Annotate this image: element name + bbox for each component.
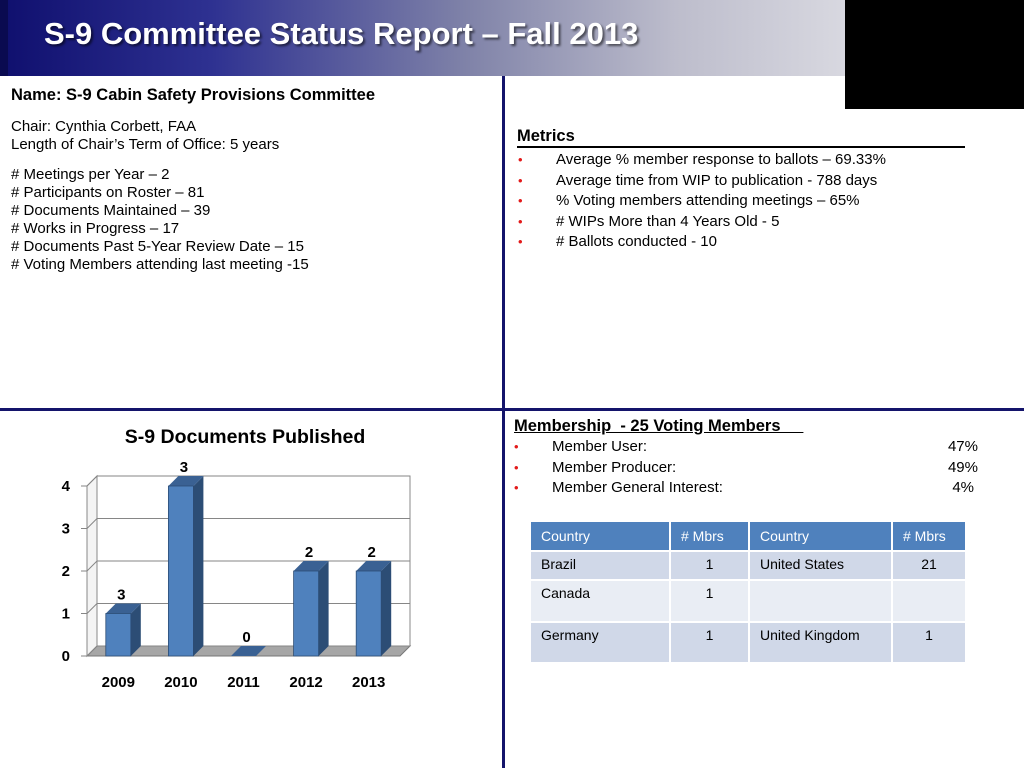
membership-label: Member General Interest: xyxy=(552,479,723,496)
membership-percent: 47% xyxy=(947,438,978,455)
bullet-icon: • xyxy=(514,459,519,475)
metric-item xyxy=(517,191,977,212)
logo-placeholder xyxy=(845,0,1024,109)
bullet-icon: • xyxy=(514,439,519,454)
metric-item xyxy=(517,171,977,192)
metrics-list xyxy=(517,150,977,253)
metric-text: # WIPs More than 4 Years Old - 5 xyxy=(556,212,780,230)
chart-canvas xyxy=(0,411,500,768)
chart-bar xyxy=(294,571,319,656)
table-cell: Brazil xyxy=(530,551,670,580)
page-title: S-9 Committee Status Report – Fall 2013 xyxy=(44,16,639,51)
table-cell xyxy=(749,580,892,622)
column-header: # Mbrs xyxy=(892,521,966,551)
chart-y-tick-label: 3 xyxy=(61,520,70,538)
chair-line: Chair: Cynthia Corbett, FAA xyxy=(11,118,197,135)
chart-data-label: 2 xyxy=(367,544,376,561)
stat-line: # Voting Members attending last meeting -15 xyxy=(11,256,309,273)
table-cell: Germany xyxy=(530,622,670,663)
title-accent xyxy=(0,0,8,76)
stat-line: # Documents Maintained – 39 xyxy=(11,202,211,219)
bullet-icon: • xyxy=(514,480,519,495)
bullet-icon: • xyxy=(518,234,523,249)
term-line: Length of Chair’s Term of Office: 5 years xyxy=(11,136,280,153)
chart-y-tick-label: 1 xyxy=(61,605,70,623)
table-cell xyxy=(892,580,966,622)
membership-percent: 4% xyxy=(952,479,974,496)
chart-title: S-9 Documents Published xyxy=(124,426,366,448)
country-table xyxy=(529,520,967,664)
column-header: Country xyxy=(530,521,670,551)
column-header: Country xyxy=(749,521,892,551)
committee-info xyxy=(11,86,491,286)
table-cell: 21 xyxy=(892,551,966,580)
stat-line: # Works in Progress – 17 xyxy=(11,220,180,237)
chart-x-tick-label: 2011 xyxy=(227,674,260,691)
column-header: # Mbrs xyxy=(670,521,749,551)
chart-data-label: 3 xyxy=(117,586,126,604)
chart-bar xyxy=(106,614,131,657)
metric-text: Average time from WIP to publication - 788 days xyxy=(556,171,878,189)
chart-y-tick-label: 4 xyxy=(61,478,70,495)
membership-label: Member Producer: xyxy=(552,458,677,476)
membership-heading: Membership - 25 Voting Members xyxy=(514,417,804,435)
membership-item xyxy=(514,437,1004,458)
chart-bar-side xyxy=(193,476,203,656)
table-cell: 1 xyxy=(670,551,749,580)
metric-text: Average % member response to ballots – 69.33% xyxy=(556,151,886,168)
stat-line: # Participants on Roster – 81 xyxy=(11,184,205,201)
metric-item xyxy=(517,232,977,253)
table-row xyxy=(530,622,966,663)
membership-item xyxy=(514,458,1004,479)
table-header-row xyxy=(530,521,966,551)
table-cell: United States xyxy=(749,551,892,580)
table-cell: Canada xyxy=(530,580,670,622)
metric-text: # Ballots conducted - 10 xyxy=(556,233,717,250)
chart-data-label: 3 xyxy=(179,459,189,476)
metric-item xyxy=(517,212,977,233)
chart-data-label: 0 xyxy=(242,629,251,646)
chart-bar-side xyxy=(319,561,329,656)
chart-x-tick-label: 2013 xyxy=(352,674,386,691)
vertical-divider xyxy=(502,76,505,768)
chart-bar xyxy=(356,571,381,656)
table-cell: 1 xyxy=(892,622,966,663)
chart-x-tick-label: 2010 xyxy=(164,674,198,691)
metric-text: % Voting members attending meetings – 65% xyxy=(556,192,860,209)
table-cell: 1 xyxy=(670,580,749,622)
bullet-icon: • xyxy=(518,152,523,167)
bullet-icon: • xyxy=(518,193,523,208)
metrics-section xyxy=(517,126,977,253)
chart-bar xyxy=(168,486,193,656)
stat-line: # Meetings per Year – 2 xyxy=(11,166,170,183)
chart-data-label: 2 xyxy=(304,544,314,561)
membership-percent: 49% xyxy=(947,458,978,476)
title-bar xyxy=(0,0,845,76)
stat-line: # Documents Past 5-Year Review Date – 15 xyxy=(11,238,304,255)
chart-y-tick-label: 2 xyxy=(61,563,70,580)
bullet-icon: • xyxy=(518,213,523,229)
table-cell: 1 xyxy=(670,622,749,663)
table-cell: United Kingdom xyxy=(749,622,892,663)
table-row xyxy=(530,551,966,580)
chart-x-tick-label: 2009 xyxy=(101,674,135,691)
bullet-icon: • xyxy=(518,172,523,188)
membership-section xyxy=(514,416,1004,499)
chart-y-tick-label: 0 xyxy=(61,648,70,665)
chart-bar-side xyxy=(381,561,391,656)
committee-name: Name: S-9 Cabin Safety Provisions Committee xyxy=(11,86,376,104)
membership-list xyxy=(514,437,1004,499)
table-row xyxy=(530,580,966,622)
chart-x-tick-label: 2012 xyxy=(289,674,323,691)
membership-item xyxy=(514,478,1004,499)
metrics-heading: Metrics xyxy=(517,126,965,148)
documents-published-chart xyxy=(0,411,500,768)
membership-label: Member User: xyxy=(552,438,648,455)
metric-item xyxy=(517,150,977,171)
